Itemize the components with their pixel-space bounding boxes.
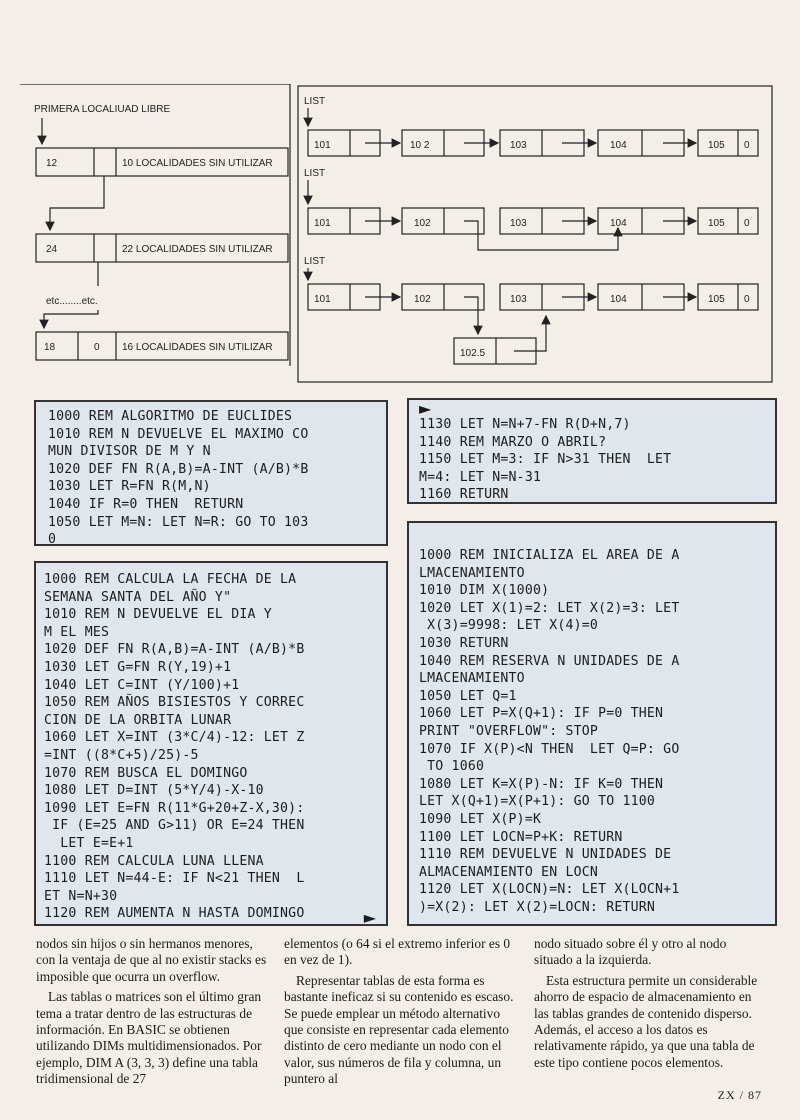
list3-node1: 101 bbox=[314, 294, 331, 305]
continue-arrow-icon: ► bbox=[363, 907, 376, 927]
list3-node2: 102 bbox=[414, 294, 431, 305]
etc-label: etc........etc. bbox=[46, 296, 98, 307]
easter-code: 1000 REM CALCULA LA FECHA DE LA SEMANA SANTA DEL AÑO Y" 1010 REM N DEVUELVE EL DIA Y M EL MES 1020 DEF FN R(A,B)=A-INT (A/B)*B 1030 LET G=FN R(Y,19)+1 1040 LET C=INT (Y/100)+1 1050 REM AÑOS BISIESTOS Y CORREC CION DE LA ORBITA LUNAR 1060 LET X=INT (3*C/4)-12: LET Z =INT ((8*C+5)/25)-5 1070 REM BUSCA EL DOMINGO 1080 LET D=INT (5*Y/4)-X-10 1090 LET E=FN R(11*G+20+Z-X,30): IF (E=25 AND G>11) OR E=24 THEN LET E=E+1 1100 REM CALCULA LUNA LLENA 1110 LET N=44-E: IF N<21 THEN L ET N=N+30 1120 REM AUMENTA N HASTA DOMINGO bbox=[44, 572, 305, 922]
paragraph: elementos (o 64 si el extremo inferior es 0 en vez de 1). bbox=[284, 936, 511, 968]
paragraph: nodo situado sobre él y otro al nodo situado a la izquierda. bbox=[534, 936, 727, 968]
free-location-label: PRIMERA LOCALIUAD LIBRE bbox=[34, 104, 171, 115]
list3-node-inserted: 102.5 bbox=[460, 348, 486, 359]
row2-pointer: 24 bbox=[46, 244, 58, 255]
page-number: ZX / 87 bbox=[717, 1088, 762, 1102]
list1-null: 0 bbox=[744, 140, 750, 151]
list2-label: LIST bbox=[304, 168, 326, 179]
list3-node5: 105 bbox=[708, 294, 725, 305]
row3-pointer: 18 bbox=[44, 342, 56, 353]
list1-node4: 104 bbox=[610, 140, 627, 151]
free-storage-diagram bbox=[20, 84, 290, 366]
text-column-3 bbox=[534, 936, 766, 1071]
easter-code-end: 1130 LET N=N+7-FN R(D+N,7) 1140 REM MARZO O ABRIL? 1150 LET M=3: IF N>31 THEN LET M=4: LET N=N-31 1160 RETURN bbox=[419, 417, 672, 503]
text-column-1 bbox=[36, 936, 268, 1088]
euclid-listing bbox=[34, 400, 388, 546]
list1-node2: 10 2 bbox=[410, 140, 430, 151]
diagram-svg bbox=[20, 84, 776, 396]
list1-node1: 101 bbox=[314, 140, 331, 151]
row2-text: 22 LOCALIDADES SIN UTILIZAR bbox=[122, 244, 273, 255]
continued-arrow-icon: ► bbox=[419, 399, 432, 418]
storage-code: 1000 REM INICIALIZA EL AREA DE A LMACENAMIENTO 1010 DIM X(1000) 1020 LET X(1)=2: LET X(2)=3: LET X(3)=9998: LET X(4)=0 1030 RETURN 1040 REM RESERVA N UNIDADES DE A LMACENAMIENTO 1050 LET Q=1 1060 LET P=X(Q+1): IF P=0 THEN PRINT "OVERFLOW": STOP 1070 IF X(P)<N THEN LET Q=P: GO TO 1060 1080 LET K=X(P)-N: IF K=0 THEN LET X(Q+1)=X(P+1): GO TO 1100 1090 LET X(P)=K 1100 LET LOCN=P+K: RETURN 1110 REM DEVUELVE N UNIDADES DE ALMACENAMIENTO EN LOCN 1120 LET X(LOCN)=N: LET X(LOCN+1 )=X(2): LET X(2)=LOCN: RETURN bbox=[419, 548, 680, 915]
paragraph: Representar tablas de esta forma es bastante ineficaz si su contenido es escaso. Se puede emplear un método alternativo que consiste en representar cada elemento distinto de cero mediante un nodo con el valor, sus números de fila y columna, un puntero al bbox=[284, 972, 514, 1087]
list1-label: LIST bbox=[304, 96, 326, 107]
list2-null: 0 bbox=[744, 218, 750, 229]
paragraph: nodos sin hijos o sin hermanos menores, con la ventaja de que al no existir stacks es imposible que ocurra un overflow. bbox=[36, 936, 267, 984]
list1-node3: 103 bbox=[510, 140, 527, 151]
list3-node3: 103 bbox=[510, 294, 527, 305]
memory-diagrams bbox=[20, 84, 776, 396]
linked-list-diagrams bbox=[298, 86, 772, 382]
paragraph: Las tablas o matrices son el último gran tema a tratar dentro de las estructuras de información. En BASIC se obtienen utilizando DIMs multidimensionados. Por ejemplo, DIM A (3, 3, 3) define una tabla tridimensional de 27 bbox=[36, 989, 262, 1087]
euclid-code: 1000 REM ALGORITMO DE EUCLIDES 1010 REM N DEVUELVE EL MAXIMO CO MUN DIVISOR DE M Y N 1020 DEF FN R(A,B)=A-INT (A/B)*B 1030 LET R=FN R(M,N) 1040 IF R=0 THEN RETURN 1050 LET M=N: LET N=R: GO TO 103 0 bbox=[48, 409, 309, 548]
list1-node5: 105 bbox=[708, 140, 725, 151]
list2-node2: 102 bbox=[414, 218, 431, 229]
paragraph: Esta estructura permite un considerable ahorro de espacio de almacenamiento en las tablas grandes de contenido disperso. Además, el acceso a los datos es relativamente rápido, ya que una tabla de este tipo contiene pocos elementos. bbox=[534, 972, 758, 1070]
row1-pointer: 12 bbox=[46, 158, 58, 169]
easter-listing bbox=[34, 561, 388, 926]
list2-node1: 101 bbox=[314, 218, 331, 229]
text-column-2 bbox=[284, 936, 518, 1088]
row3-text: 16 LOCALIDADES SIN UTILIZAR bbox=[122, 342, 273, 353]
list3-node4: 104 bbox=[610, 294, 627, 305]
row1-text: 10 LOCALIDADES SIN UTILIZAR bbox=[122, 158, 273, 169]
row3-null: 0 bbox=[94, 342, 100, 353]
list2-node5: 105 bbox=[708, 218, 725, 229]
list2-node4: 104 bbox=[610, 218, 627, 229]
list2-node3: 103 bbox=[510, 218, 527, 229]
list3-label: LIST bbox=[304, 256, 326, 267]
list3-null: 0 bbox=[744, 294, 750, 305]
easter-listing-continued bbox=[407, 398, 777, 504]
storage-listing bbox=[407, 521, 777, 926]
